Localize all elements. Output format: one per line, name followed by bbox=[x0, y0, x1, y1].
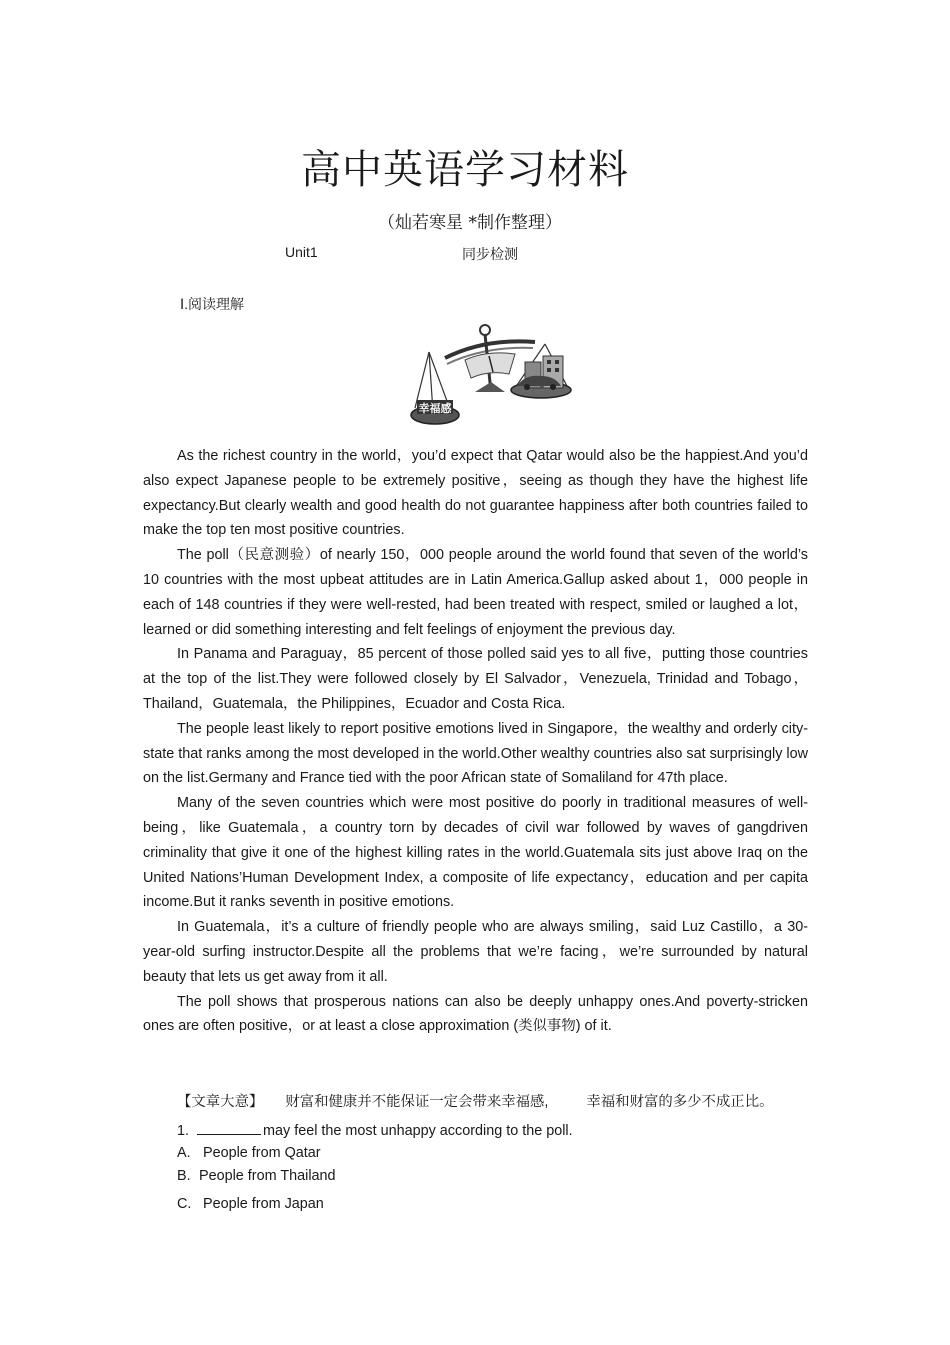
answer-blank bbox=[197, 1121, 261, 1135]
option-text: People from Japan bbox=[203, 1196, 324, 1212]
summary-text-1: 财富和健康并不能保证一定会带来幸福感, bbox=[285, 1094, 549, 1110]
figure-caption: 幸福感 bbox=[418, 402, 452, 415]
balance-scale-icon bbox=[405, 320, 580, 435]
option-a bbox=[177, 1145, 321, 1161]
passage-paragraph: The poll（民意测验）of nearly 150，000 people around the world found that seven of the world’s 10 countries with the most upbeat attitudes are in Latin America.Gallup asked about 1，000 people in each of 148 countries if they were well-rested, had been treated with respect, smiled or laughed a lot，learned or did something interesting and felt feelings of enjoyment the previous day. bbox=[143, 547, 808, 638]
passage-paragraph: In Panama and Paraguay，85 percent of those polled said yes to all five，putting those countries at the top of the list.They were followed closely by El Salvador，Venezuela, Trinidad and Tobago，Thailand，Guatemala，the Philippines，Ecuador and Costa Rica. bbox=[143, 646, 808, 712]
unit-label: Unit1 bbox=[285, 244, 318, 260]
article-summary bbox=[177, 1090, 817, 1114]
option-letter: C. bbox=[177, 1196, 192, 1212]
option-letter: B. bbox=[177, 1168, 191, 1184]
passage-paragraph: In Guatemala，it’s a culture of friendly people who are always smiling，said Luz Castillo，a 30-year-old surfing instructor.Despite all the problems that we’re facing，we’re surrounded by natural beauty that lets us get away from it all. bbox=[143, 919, 808, 985]
summary-label: 【文章大意】 bbox=[177, 1094, 264, 1110]
option-text: People from Qatar bbox=[203, 1145, 321, 1161]
passage-paragraph: The poll shows that prosperous nations can also be deeply unhappy ones.And poverty-stricken ones are often positive，or at least a close approximation (类似事物) of it. bbox=[143, 993, 808, 1035]
passage-paragraph: The people least likely to report positive emotions lived in Singapore，the wealthy and orderly city-state that ranks among the most developed in the world.Other wealthy countries also sat surprisingly low on the list.Germany and France tied with the poor African state of Somaliland for 47th place. bbox=[143, 720, 808, 787]
section-heading: Ⅰ.阅读理解 bbox=[180, 296, 245, 312]
passage-paragraph: As the richest country in the world，you’d expect that Qatar would also be the happiest.And you’d also expect Japanese people to be extremely positive，seeing as though they have the highest life expectancy.But clearly wealth and good health do not guarantee happiness after both countries failed to make the top ten most positive countries. bbox=[143, 448, 808, 539]
question-number: 1. bbox=[177, 1123, 190, 1139]
option-b bbox=[177, 1168, 336, 1184]
document-subtitle: （灿若寒星 *制作整理） bbox=[378, 213, 562, 233]
option-letter: A. bbox=[177, 1145, 191, 1161]
sync-test-label: 同步检测 bbox=[462, 246, 518, 262]
option-text: People from Thailand bbox=[199, 1168, 336, 1184]
reading-passage bbox=[143, 444, 808, 1039]
passage-paragraph: Many of the seven countries which were most positive do poorly in traditional measures of well-being，like Guatemala，a country torn by decades of civil war followed by waves of gangdriven criminality that give it one of the highest killing rates in the world.Guatemala sits just above Iraq on the United Nations’Human Development Index, a composite of life expectancy，education and per capita income.But it ranks seventh in positive emotions. bbox=[143, 795, 808, 911]
question-stem bbox=[177, 1121, 573, 1139]
question-text: may feel the most unhappy according to the poll. bbox=[263, 1123, 573, 1139]
document-title: 高中英语学习材料 bbox=[301, 147, 629, 193]
option-c bbox=[177, 1196, 324, 1212]
summary-text-2: 幸福和财富的多少不成正比。 bbox=[586, 1094, 774, 1110]
